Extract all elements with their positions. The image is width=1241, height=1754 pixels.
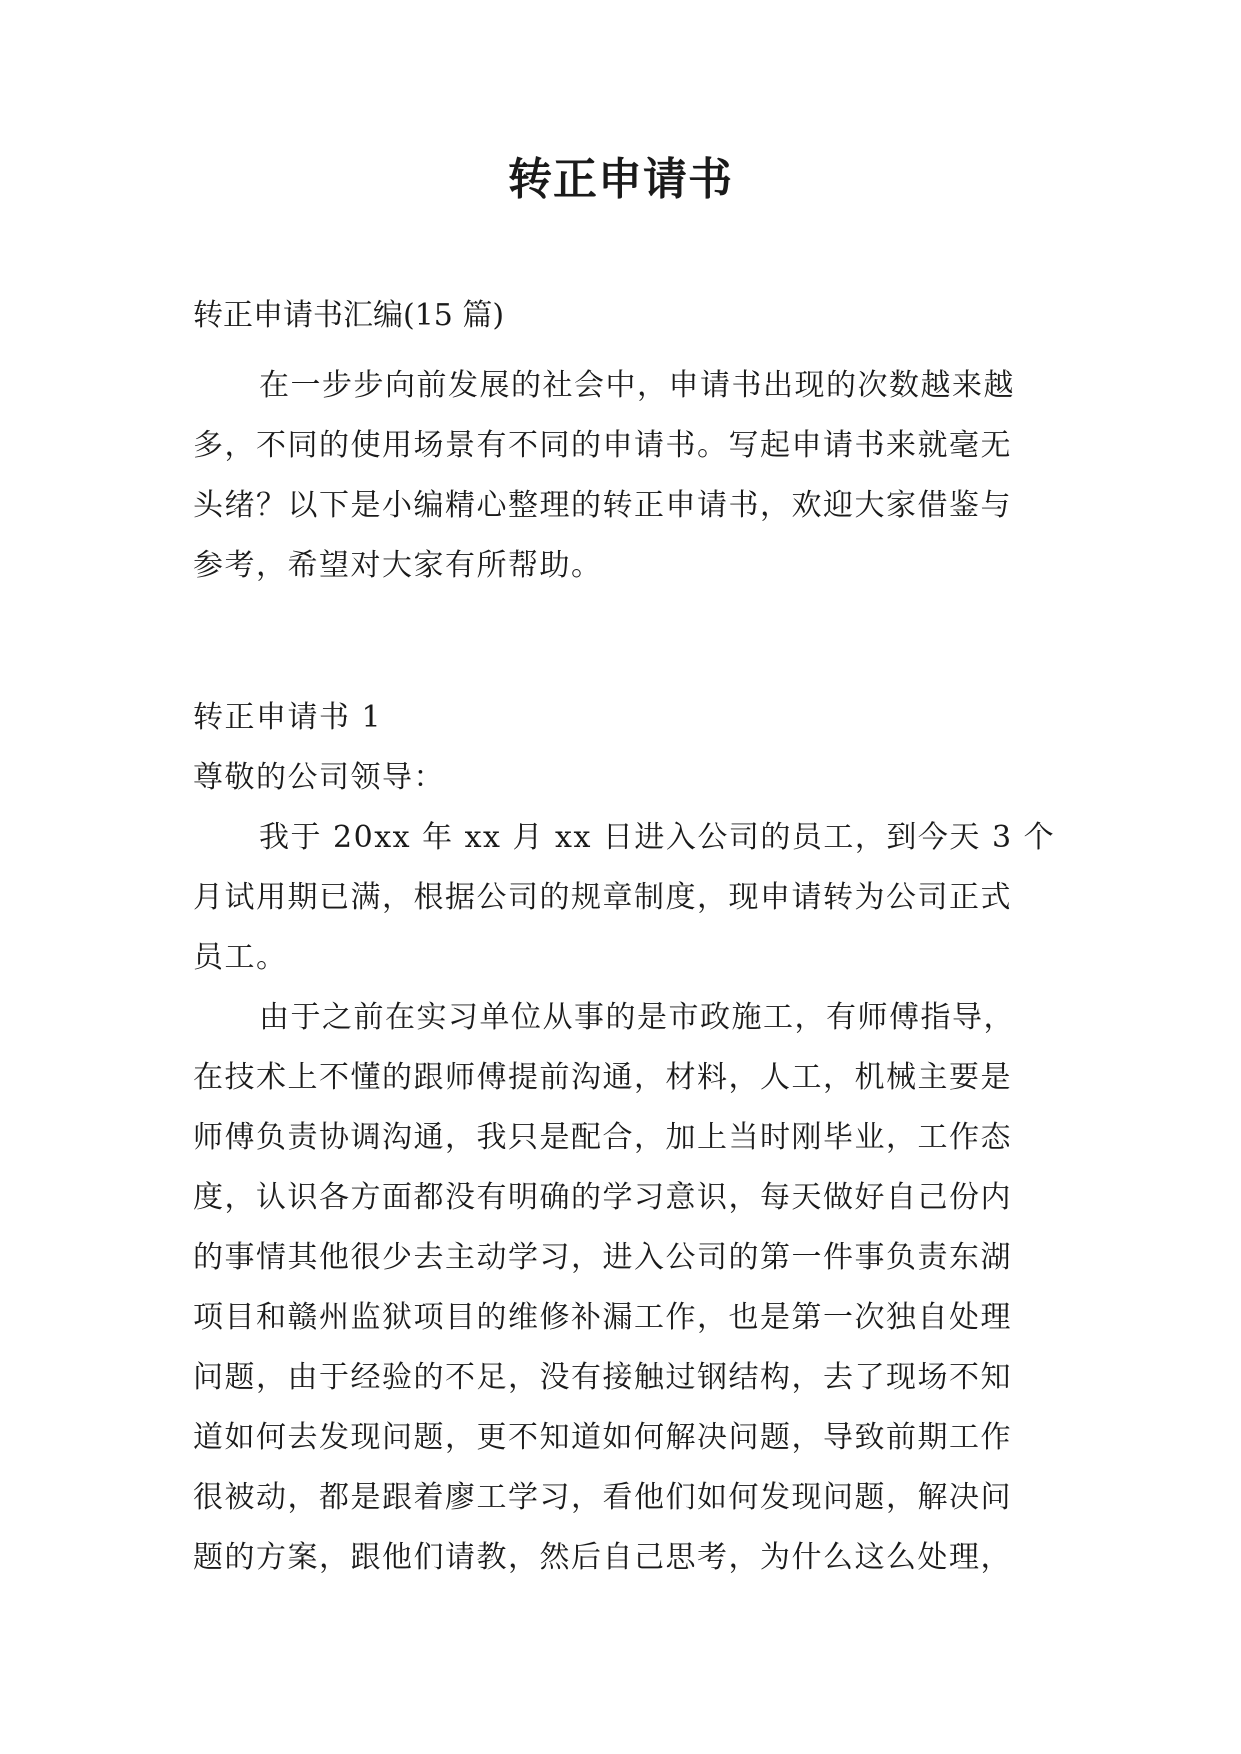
paragraph-line: 员工。: [193, 940, 288, 975]
salutation: 尊敬的公司领导：: [193, 760, 445, 795]
paragraph-line: 度，认识各方面都没有明确的学习意识，每天做好自己份内: [193, 1180, 1012, 1215]
paragraph-line: 头绪？以下是小编精心整理的转正申请书，欢迎大家借鉴与: [193, 488, 1012, 523]
paragraph-line: 的事情其他很少去主动学习，进入公司的第一件事负责东湖: [193, 1240, 1012, 1275]
paragraph-line: 问题，由于经验的不足，没有接触过钢结构，去了现场不知: [193, 1360, 1012, 1395]
paragraph-line: 由于之前在实习单位从事的是市政施工，有师傅指导，: [259, 1000, 1015, 1035]
paragraph-line: 在一步步向前发展的社会中，申请书出现的次数越来越: [259, 368, 1015, 403]
intro-paragraph: [193, 356, 1053, 596]
section-1: [193, 688, 1056, 1588]
paragraph-line: 多，不同的使用场景有不同的申请书。写起申请书来就毫无: [193, 428, 1012, 463]
document-title: 转正申请书: [508, 154, 733, 205]
paragraph-line: 项目和赣州监狱项目的维修补漏工作，也是第一次独自处理: [193, 1300, 1012, 1335]
body-paragraph-2: [193, 988, 1053, 1588]
paragraph-line: 在技术上不懂的跟师傅提前沟通，材料，人工，机械主要是: [193, 1060, 1012, 1095]
paragraph-line: 师傅负责协调沟通，我只是配合，加上当时刚毕业，工作态: [193, 1120, 1012, 1155]
paragraph-line: 我于 20xx 年 xx 月 xx 日进入公司的员工，到今天 3 个: [259, 820, 1056, 855]
document-subtitle: 转正申请书汇编(15 篇): [193, 298, 505, 333]
section-heading: 转正申请书 1: [193, 700, 383, 735]
body-paragraph-1: [193, 808, 1056, 988]
paragraph-line: 参考，希望对大家有所帮助。: [193, 548, 603, 583]
paragraph-line: 题的方案，跟他们请教，然后自己思考，为什么这么处理，: [193, 1540, 1012, 1575]
paragraph-line: 道如何去发现问题，更不知道如何解决问题，导致前期工作: [193, 1420, 1012, 1455]
paragraph-line: 月试用期已满，根据公司的规章制度，现申请转为公司正式: [193, 880, 1012, 915]
paragraph-line: 很被动，都是跟着廖工学习，看他们如何发现问题，解决问: [193, 1480, 1012, 1515]
